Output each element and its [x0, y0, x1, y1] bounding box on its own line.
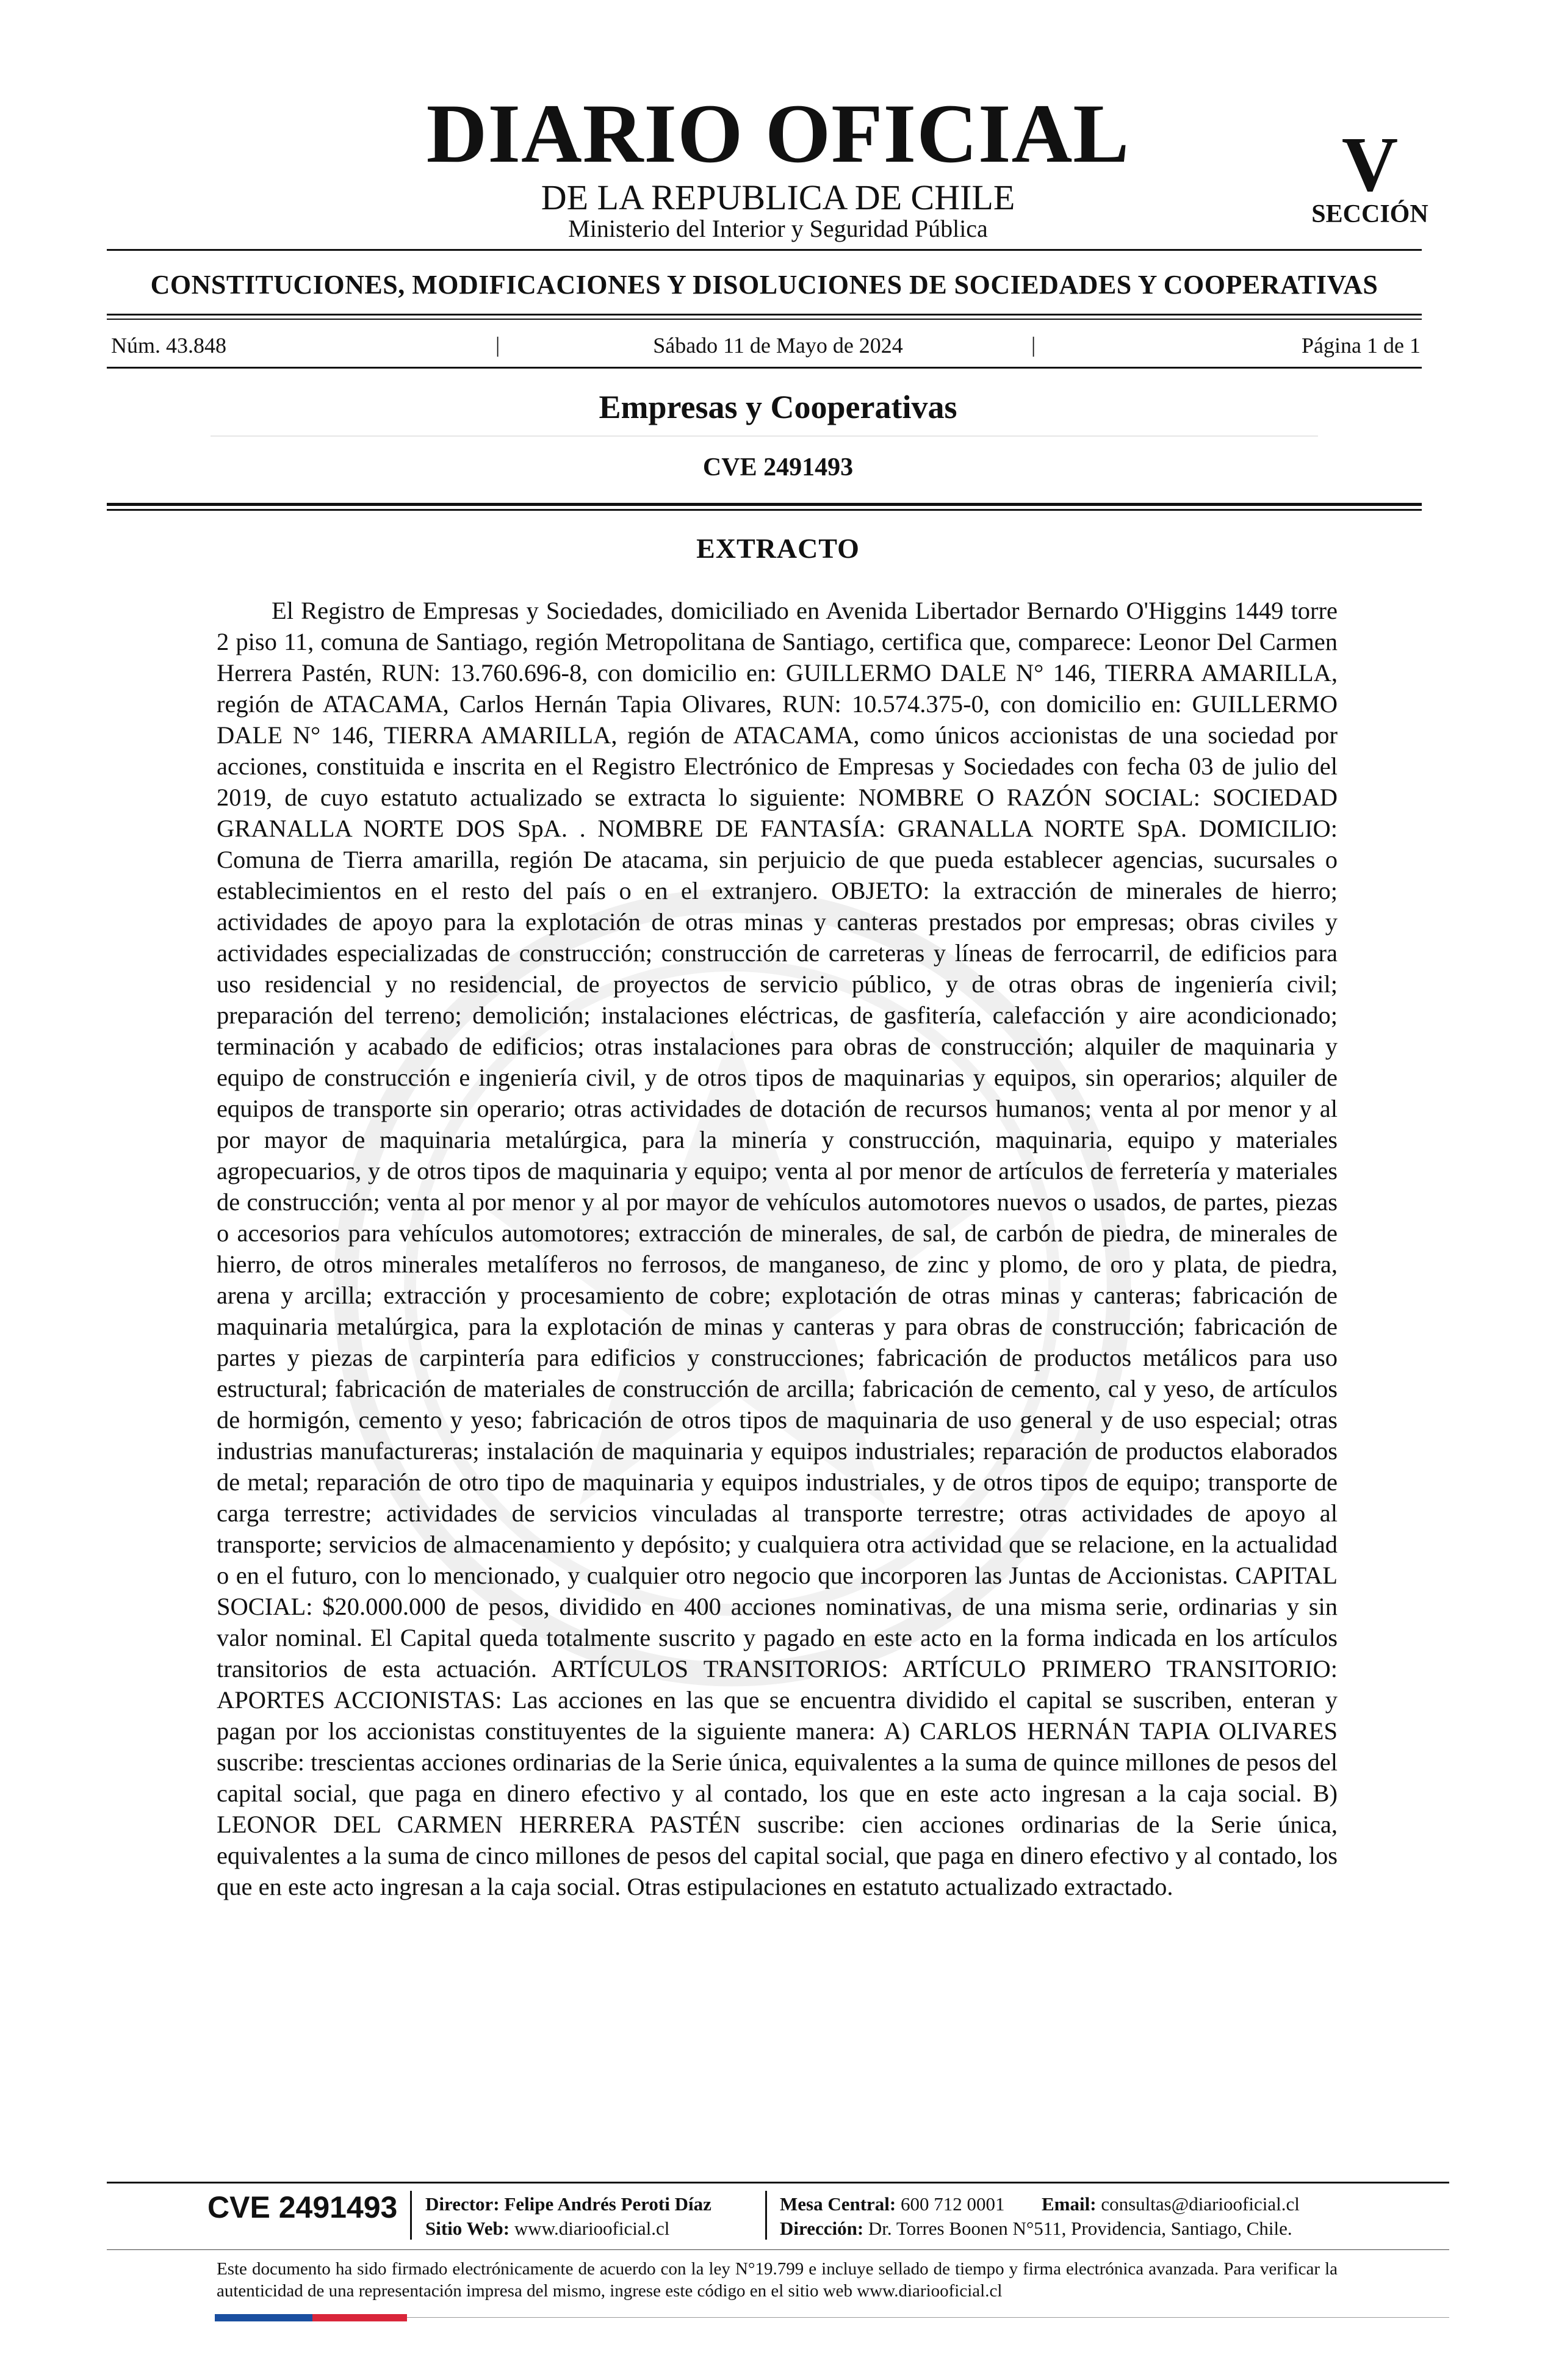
- email-label: Email:: [1042, 2193, 1097, 2215]
- body-rule-1: [107, 503, 1422, 506]
- masthead-rule: [107, 249, 1422, 251]
- masthead-subtitle: DE LA REPUBLICA DE CHILE: [541, 178, 1015, 217]
- footer-address: [780, 2219, 1292, 2238]
- masthead-ministry: Ministerio del Interior y Seguridad Pública: [568, 215, 988, 242]
- masthead-title: DIARIO OFICIAL: [426, 87, 1130, 180]
- phone-value: 600 712 0001: [901, 2193, 1005, 2215]
- cve-code: CVE 2491493: [702, 453, 854, 481]
- footer-rule-bottom: [107, 2249, 1449, 2250]
- meta-separator: |: [1031, 333, 1036, 357]
- category-heading: CONSTITUCIONES, MODIFICACIONES Y DISOLUCIONES DE SOCIEDADES Y COOPERATIVAS: [150, 270, 1378, 300]
- footer-rule-top: [107, 2182, 1449, 2183]
- phone-label: Mesa Central:: [780, 2193, 896, 2215]
- footer-cve-code: CVE 2491493: [207, 2190, 398, 2224]
- footer-website: [425, 2219, 669, 2238]
- meta-separator: |: [495, 333, 500, 357]
- category-rule-1: [107, 314, 1422, 316]
- document-heading: EXTRACTO: [696, 533, 860, 564]
- flag-rule: [407, 2317, 1449, 2318]
- meta-rule: [107, 367, 1422, 369]
- footer-separator: [765, 2191, 767, 2240]
- footer-email: [1042, 2194, 1300, 2213]
- director-label: Director:: [425, 2193, 500, 2215]
- footer-director: [425, 2194, 711, 2213]
- extract-body: El Registro de Empresas y Sociedades, domiciliado en Avenida Libertador Bernardo O'Higgins 1449 torre 2 piso 11, comuna de Santiago, región Metropolitana de Santiago, certifica que, comparece: Leonor Del Carmen Herrera Pastén, RUN: 13.760.696-8, con domicilio en: GUILLERMO DALE N° 146, TIERRA AMARILLA, región de ATACAMA, Carlos Hernán Tapia Olivares, RUN: 10.574.375-0, con domicilio en: GUILLERMO DALE N° 146, TIERRA AMARILLA, región de ATACAMA, como únicos accionistas de una sociedad por acciones, constituida e inscrita en el Registro Electrónico de Empresas y Sociedades con fecha 03 de julio del 2019, de cuyo estatuto actualizado se extracta lo siguiente: NOMBRE O RAZÓN SOCIAL: SOCIEDAD GRANALLA NORTE DOS SpA. . NOMBRE DE FANTASÍA: GRANALLA NORTE SpA. DOMICILIO: Comuna de Tierra amarilla, región De atacama, sin perjuicio de que pueda establecer agencias, sucursales o establecimientos en el resto del país o en el extranjero. OBJETO: la extracción de minerales de hierro; actividades de apoyo para la explotación de otras minas y canteras prestados por empresas; obras civiles y actividades especializadas de construcción; construcción de carreteras y líneas de ferrocarril, de edificios para uso residencial y no residencial, de proyectos de servicio público, y de otras obras de ingeniería civil; preparación del terreno; demolición; instalaciones eléctricas, de gasfitería, calefacción y aire acondicionado; terminación y acabado de edificios; otras instalaciones para obras de construcción; alquiler de maquinaria y equipo de construcción e ingeniería civil, y de otros tipos de maquinarias y equipos, sin operarios; alquiler de equipos de transporte sin operario; otras actividades de dotación de recursos humanos; venta al por menor y al por mayor de maquinaria metalúrgica, para la minería y construcción, maquinaria, equipo y materiales agropecuarios, y de otros tipos de maquinaria y equipo; venta al por menor de artículos de ferretería y materiales de construcción; venta al por menor y al por mayor de vehículos automotores nuevos o usados, de partes, piezas o accesorios para vehículos automotores; extracción de minerales, de sal, de carbón de piedra, de minerales de hierro, de otros minerales metalíferos no ferrosos, de manganeso, de zinc y plomo, de oro y plata, de piedra, arena y arcilla; extracción y procesamiento de cobre; explotación de otras minas y canteras; fabricación de maquinaria metalúrgica, para la explotación de minas y canteras y para obras de construcción; fabricación de partes y piezas de carpintería para edificios y construcciones; fabricación de productos metálicos para uso estructural; fabricación de materiales de construcción de arcilla; fabricación de cemento, cal y yeso, de artículos de hormigón, cemento y yeso; fabricación de otros tipos de maquinaria de uso general y de uso especial; otras industrias manufactureras; instalación de maquinaria y equipos industriales; reparación de productos elaborados de metal; reparación de otro tipo de maquinaria y equipos industriales, y de otros tipos de equipo; transporte de carga terrestre; actividades de servicios vinculadas al transporte terrestre; otras actividades de apoyo al transporte; servicios de almacenamiento y depósito; y cualquiera otra actividad que se relacione, en la actualidad o en el futuro, con lo mencionado, y cualquier otro negocio que incorporen las Juntas de Accionistas. CAPITAL SOCIAL: $20.000.000 de pesos, dividido en 400 acciones nominativas, de una misma serie, ordinarias y sin valor nominal. El Capital queda totalmente suscrito y pagado en este acto en la forma indicada en los artículos transitorios de esta actuación. ARTÍCULOS TRANSITORIOS: ARTÍCULO PRIMERO TRANSITORIO: APORTES ACCIONISTAS: Las acciones en las que se encuentra dividido el capital se suscriben, enteran y pagan por los accionistas constituyentes de la siguiente manera: A) CARLOS HERNÁN TAPIA OLIVARES suscribe: trescientas acciones ordinarias de la Serie única, equivalentes a la suma de quince millones de pesos del capital social, que paga en dinero efectivo y al contado, los que en este acto ingresan a la caja social. B) LEONOR DEL CARMEN HERRERA PASTÉN suscribe: cien acciones ordinarias de la Serie única, equivalentes a la suma de cinco millones de pesos del capital social, que paga en dinero efectivo y al contado, los que en este acto ingresan a la caja social. Otras estipulaciones en estatuto actualizado extractado.: [217, 597, 1338, 1900]
- email-link[interactable]: consultas@diariooficial.cl: [1101, 2193, 1300, 2215]
- signature-note: Este documento ha sido firmado electrónicamente de acuerdo con la ley N°19.799 e incluye sellado de tiempo y firma electrónica avanzada. Para verificar la autenticidad de una representación impresa del mismo, ingrese este código en el sitio web www.diariooficial.cl: [217, 2259, 1338, 2301]
- category-rule-2: [107, 319, 1422, 320]
- section-title: Empresas y Cooperativas: [599, 389, 957, 425]
- director-name: Felipe Andrés Peroti Díaz: [504, 2193, 711, 2215]
- issue-number: Núm. 43.848: [111, 333, 226, 358]
- flag-stripe-red: [312, 2314, 407, 2321]
- page-indicator: Página 1 de 1: [1302, 333, 1421, 358]
- section-label: SECCIÓN: [1311, 200, 1428, 228]
- website-label: Sitio Web:: [425, 2218, 510, 2239]
- address-label: Dirección:: [780, 2218, 864, 2239]
- issue-date: Sábado 11 de Mayo de 2024: [653, 333, 903, 358]
- footer-separator: [410, 2191, 412, 2240]
- body-rule-2: [107, 509, 1422, 511]
- address-value: Dr. Torres Boonen N°511, Providencia, Santiago, Chile.: [868, 2218, 1292, 2239]
- flag-stripe-blue: [215, 2314, 312, 2321]
- footer-phone: [780, 2194, 1005, 2213]
- website-link[interactable]: www.diariooficial.cl: [514, 2218, 670, 2239]
- section-number: V: [1341, 121, 1399, 207]
